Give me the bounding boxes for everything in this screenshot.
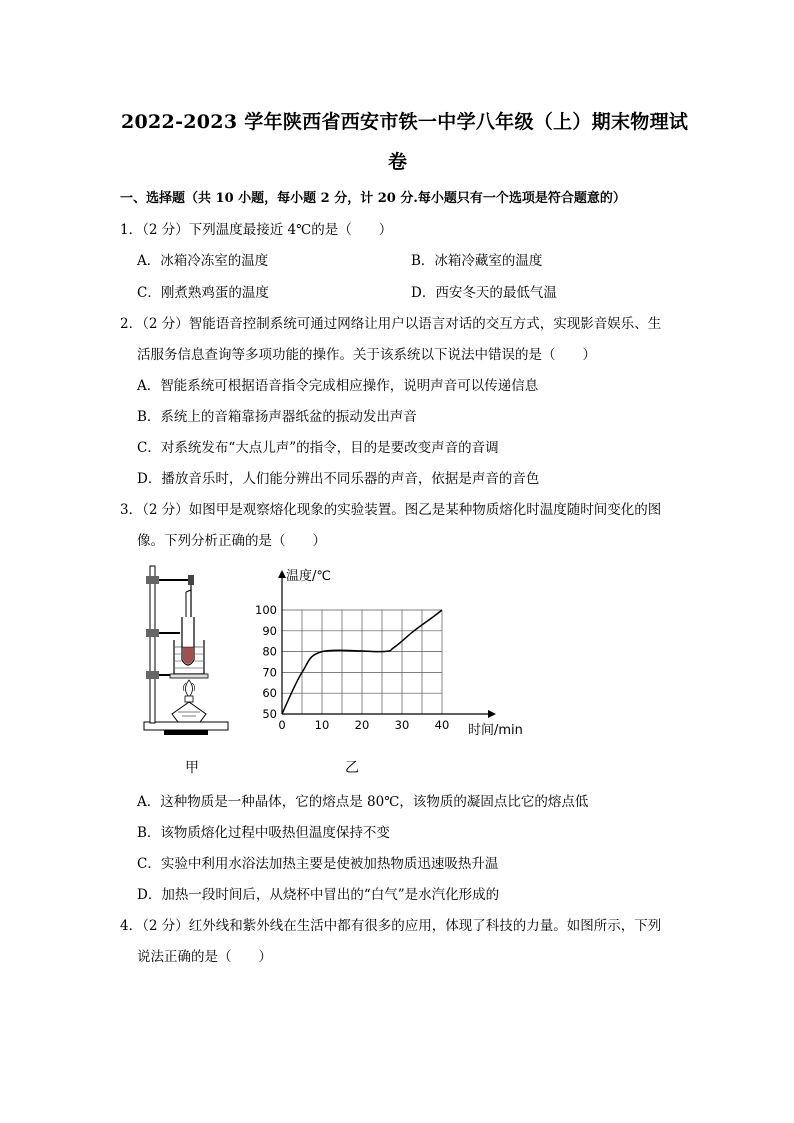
x-tick-label: 20 (354, 718, 370, 732)
question-2-option-c: C．对系统发布“大点儿声”的指令，目的是要改变声音的音调 (137, 440, 499, 456)
x-tick-label: 40 (434, 718, 450, 732)
section-heading: 一、选择题（共 10 小题，每小题 2 分，计 20 分.每小题只有一个选项是符合题意的） (120, 191, 626, 206)
question-4-text-line2: 说法正确的是（ ） (137, 949, 272, 965)
apparatus-figure (138, 562, 233, 738)
x-tick-label: 10 (314, 718, 330, 732)
question-1-option-a: A．冰箱冷冻室的温度 (137, 253, 269, 269)
doc-title-line1: 2022-2023 学年陕西省西安市铁一中学八年级（上）期末物理试 (121, 111, 689, 133)
y-tick-label: 70 (262, 665, 277, 680)
x-axis-arrow (488, 710, 496, 718)
y-tick-label: 100 (255, 603, 277, 617)
question-2-text-line2: 活服务信息查询等多项功能的操作。关于该系统以下说法中错误的是（ ） (137, 347, 596, 363)
question-2-option-b: B．系统上的音箱靠扬声器纸盆的振动发出声音 (137, 409, 417, 425)
question-1-option-b: B．冰箱冷藏室的温度 (411, 253, 543, 269)
question-3-option-c: C．实验中利用水浴法加热主要是使被加热物质迅速吸热升温 (137, 856, 499, 872)
figure-label-yi: 乙 (345, 760, 359, 776)
y-tick-label: 80 (262, 644, 277, 659)
question-3-text-line2: 像。下列分析正确的是（ ） (137, 533, 326, 549)
figure-label-jia: 甲 (185, 760, 199, 776)
question-3-option-b: B．该物质熔化过程中吸热但温度保持不变 (137, 825, 390, 841)
question-2-text-line1: 2．（2 分）智能语音控制系统可通过网络让用户以语言对话的交互方式，实现影音娱乐、生 (120, 316, 662, 332)
doc-title-line2: 卷 (388, 151, 408, 173)
y-tick-label: 60 (262, 686, 277, 701)
question-1-option-c: C．刚煮熟鸡蛋的温度 (137, 285, 269, 301)
question-1-option-d: D．西安冬天的最低气温 (411, 285, 557, 301)
y-axis-arrow (278, 570, 286, 578)
chart-axes (278, 570, 496, 718)
y-tick-label: 50 (262, 707, 277, 721)
question-3-option-d: D．加热一段时间后，从烧杯中冒出的“白气”是水汽化形成的 (137, 887, 500, 903)
question-4-text-line1: 4．（2 分）红外线和紫外线在生活中都有很多的应用，体现了科技的力量。如图所示，下列 (120, 918, 662, 934)
question-2-option-a: A．智能系统可根据语音指令完成相应操作，说明声音可以传递信息 (137, 378, 539, 394)
question-2-option-d: D．播放音乐时，人们能分辨出不同乐器的声音，依据是声音的音色 (137, 471, 540, 487)
question-1-text: 1．（2 分）下列温度最接近 4℃的是（ ） (120, 222, 393, 238)
x-tick-label: 30 (394, 718, 410, 732)
question-3-option-a: A．这种物质是一种晶体，它的熔点是 80℃，该物质的凝固点比它的熔点低 (137, 794, 589, 810)
x-axis-label: 时间/min (468, 723, 523, 738)
temperature-time-chart (250, 562, 540, 744)
question-3-text-line1: 3．（2 分）如图甲是观察熔化现象的实验装置。图乙是某种物质熔化时温度随时间变化的图 (120, 502, 662, 518)
chart-grid (282, 610, 442, 714)
x-tick-label: 0 (278, 718, 286, 732)
y-axis-label: 温度/℃ (286, 569, 331, 584)
y-tick-label: 90 (262, 623, 277, 638)
